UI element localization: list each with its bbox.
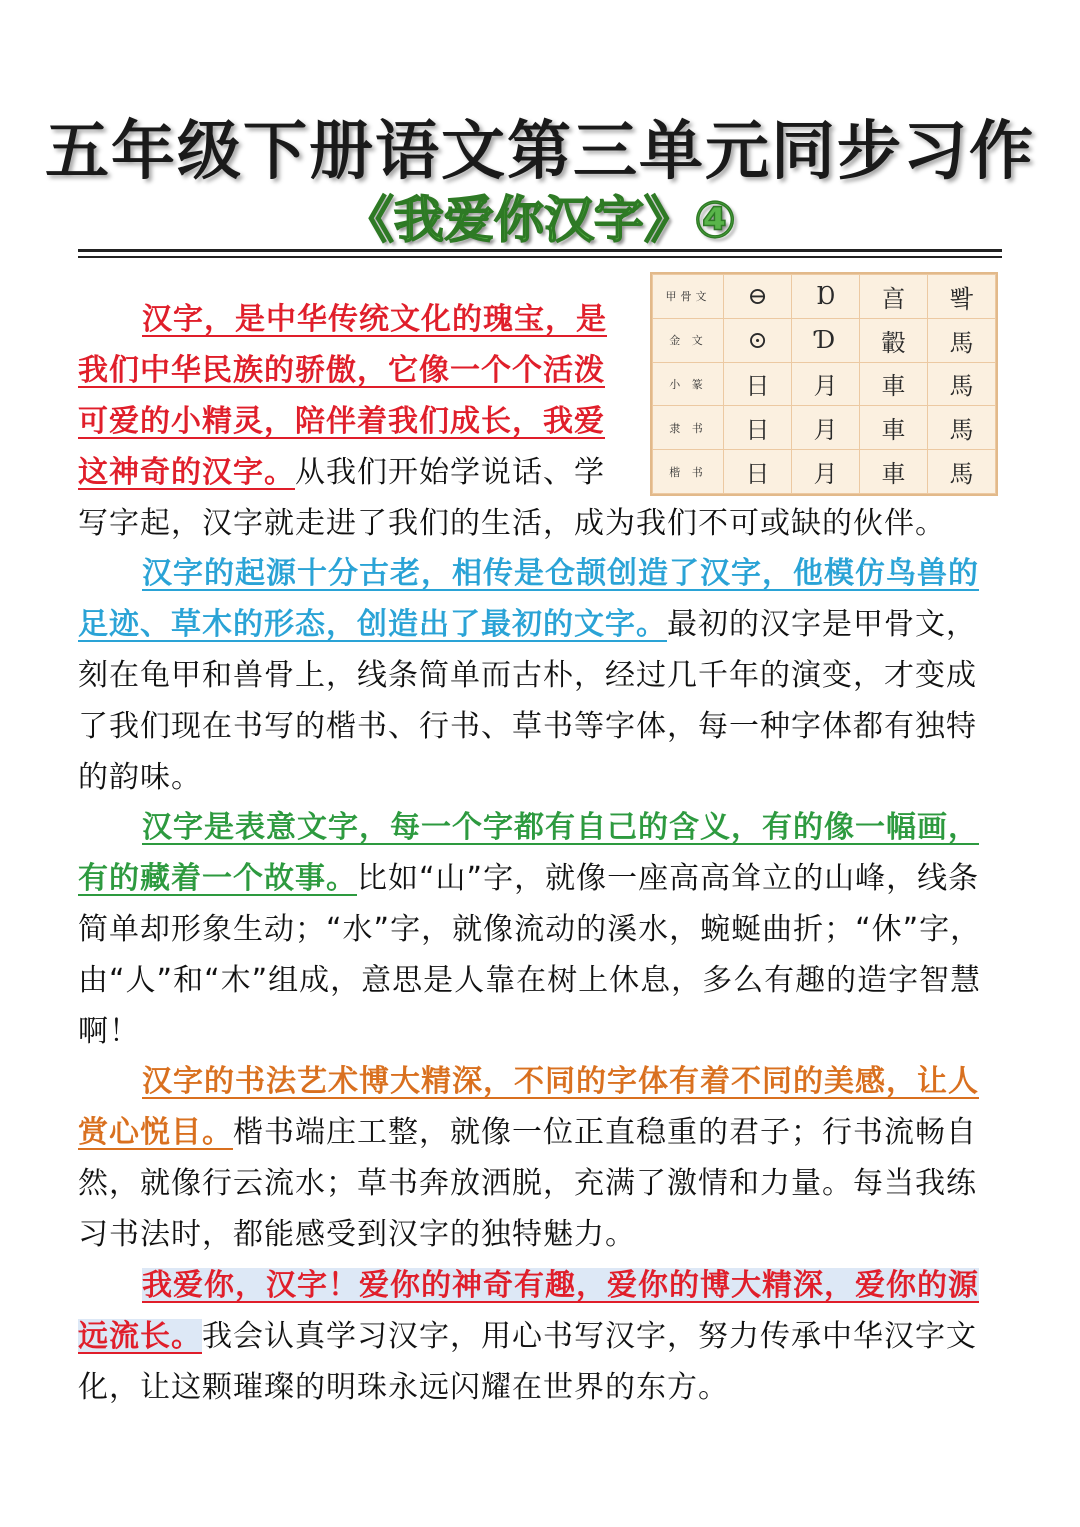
glyph-cell: 月 [792, 450, 860, 494]
paragraph-5 [78, 1260, 1002, 1413]
glyph-cell: 馬 [928, 318, 996, 362]
glyph-cell: Ɗ [792, 318, 860, 362]
glyph-cell: Ɒ [792, 275, 860, 319]
glyph-cell: 뽴 [928, 275, 996, 319]
glyph-cell: 月 [792, 362, 860, 406]
page-title: 五年级下册语文第三单元同步习作 [45, 115, 1035, 189]
title-divider [78, 249, 1002, 252]
paragraph-3-highlight: 汉字是表意文字，每一个字都有自己的含义，有的像一幅画，有的藏着一个故事。 [78, 810, 979, 896]
glyph-cell: 車 [860, 406, 928, 450]
page-subtitle: 《我爱你汉字》④ [343, 191, 737, 249]
glyph-cell: 馬 [928, 362, 996, 406]
glyph-cell: 亯 [860, 275, 928, 319]
glyph-cell: 馬 [928, 450, 996, 494]
glyph-cell: 車 [860, 362, 928, 406]
script-style-label: 小 篆 [653, 362, 724, 406]
glyph-cell: 日 [724, 362, 792, 406]
paragraph-2-text: 最初的汉字是甲骨文，刻在龟甲和兽骨上，线条简单而古朴，经过几千年的演变，才变成了我们现在书写的楷书、行书、草书等字体，每一种字体都有独特的韵味。 [78, 607, 977, 795]
glyph-cell: ⊙ [724, 318, 792, 362]
paragraph-4-highlight: 汉字的书法艺术博大精深，不同的字体有着不同的美感，让人赏心悦目。 [78, 1064, 979, 1150]
script-style-label: 隶 书 [653, 406, 724, 450]
paragraph-1 [78, 294, 1002, 549]
paragraph-4 [78, 1056, 1002, 1260]
glyph-cell: 馬 [928, 406, 996, 450]
glyph-cell: ⊖ [724, 275, 792, 319]
glyph-cell: 車 [860, 450, 928, 494]
paragraph-5-text: 我会认真学习汉字，用心书写汉字，努力传承中华汉字文化，让这颗璀璨的明珠永远闪耀在世界的东方。 [78, 1319, 977, 1405]
title-divider-thin [78, 256, 1002, 258]
paragraph-5-highlight: 我爱你，汉字！爱你的神奇有趣，爱你的博大精深，爱你的源远流长。 [78, 1268, 979, 1354]
glyph-cell: 月 [792, 406, 860, 450]
paragraph-2-highlight: 汉字的起源十分古老，相传是仓颉创造了汉字，他模仿鸟兽的足迹、草木的形态，创造出了最初的文字。 [78, 556, 979, 642]
glyph-cell: 轂 [860, 318, 928, 362]
glyph-cell: 日 [724, 406, 792, 450]
paragraph-1-text: 从我们开始学说话、学写字起，汉字就走进了我们的生活，成为我们不可或缺的伙伴。 [78, 455, 946, 541]
script-style-label: 甲骨文 [653, 275, 724, 319]
paragraph-3-text: 比如“山”字，就像一座高高耸立的山峰，线条简单却形象生动；“水”字，就像流动的溪水，蜿蜒曲折；“休”字，由“人”和“木”组成，意思是人靠在树上休息，多么有趣的造字智慧啊！ [78, 861, 982, 1049]
paragraph-4-text: 楷书端庄工整，就像一位正直稳重的君子；行书流畅自然，就像行云流水；草书奔放洒脱，充满了激情和力量。每当我练习书法时，都能感受到汉字的独特魅力。 [78, 1115, 977, 1252]
script-style-label: 楷 书 [653, 450, 724, 494]
glyph-cell: 日 [724, 450, 792, 494]
paragraph-1-highlight: 汉字，是中华传统文化的瑰宝，是我们中华民族的骄傲，它像一个个活泼可爱的小精灵，陪伴着我们成长，我爱这神奇的汉字。 [78, 302, 607, 490]
script-style-label: 金 文 [653, 318, 724, 362]
paragraph-2 [78, 548, 1002, 803]
paragraph-3 [78, 802, 1002, 1057]
